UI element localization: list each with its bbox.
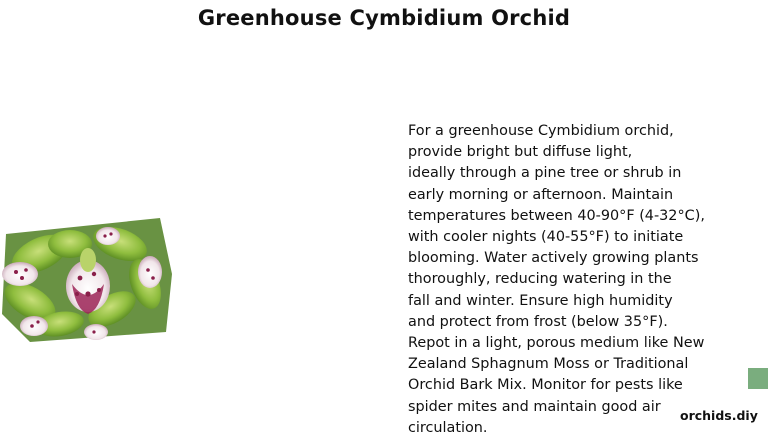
orchid-image xyxy=(0,214,174,346)
description-line: early morning or afternoon. Maintain xyxy=(408,186,674,203)
description-line: fall and winter. Ensure high humidity xyxy=(408,292,673,309)
description-line: For a greenhouse Cymbidium orchid, xyxy=(408,123,674,139)
description-line: provide bright but diffuse light, xyxy=(408,144,633,161)
orchid-photo-graphic xyxy=(0,214,174,346)
description-line: with cooler nights (40-55°F) to initiate xyxy=(408,229,684,246)
description-line: temperatures between 40-90°F (4-32°C), xyxy=(408,207,705,224)
description-line: Zealand Sphagnum Moss or Traditional xyxy=(408,356,689,373)
description-line: thoroughly, reducing watering in the xyxy=(408,271,672,288)
site-watermark: orchids.diy xyxy=(680,408,758,423)
description-line: spider mites and maintain good air xyxy=(408,398,661,415)
description-line: ideally through a pine tree or shrub in xyxy=(408,165,682,182)
description-line: Orchid Bark Mix. Monitor for pests like xyxy=(408,377,683,394)
description-line: blooming. Water actively growing plants xyxy=(408,250,699,267)
description-line: circulation. xyxy=(408,419,488,436)
page-title: Greenhouse Cymbidium Orchid xyxy=(197,6,571,30)
description-line: and protect from frost (below 35°F). xyxy=(408,313,668,330)
description-line: Repot in a light, porous medium like New xyxy=(408,335,705,352)
care-description xyxy=(408,121,738,439)
accent-block xyxy=(748,368,768,389)
